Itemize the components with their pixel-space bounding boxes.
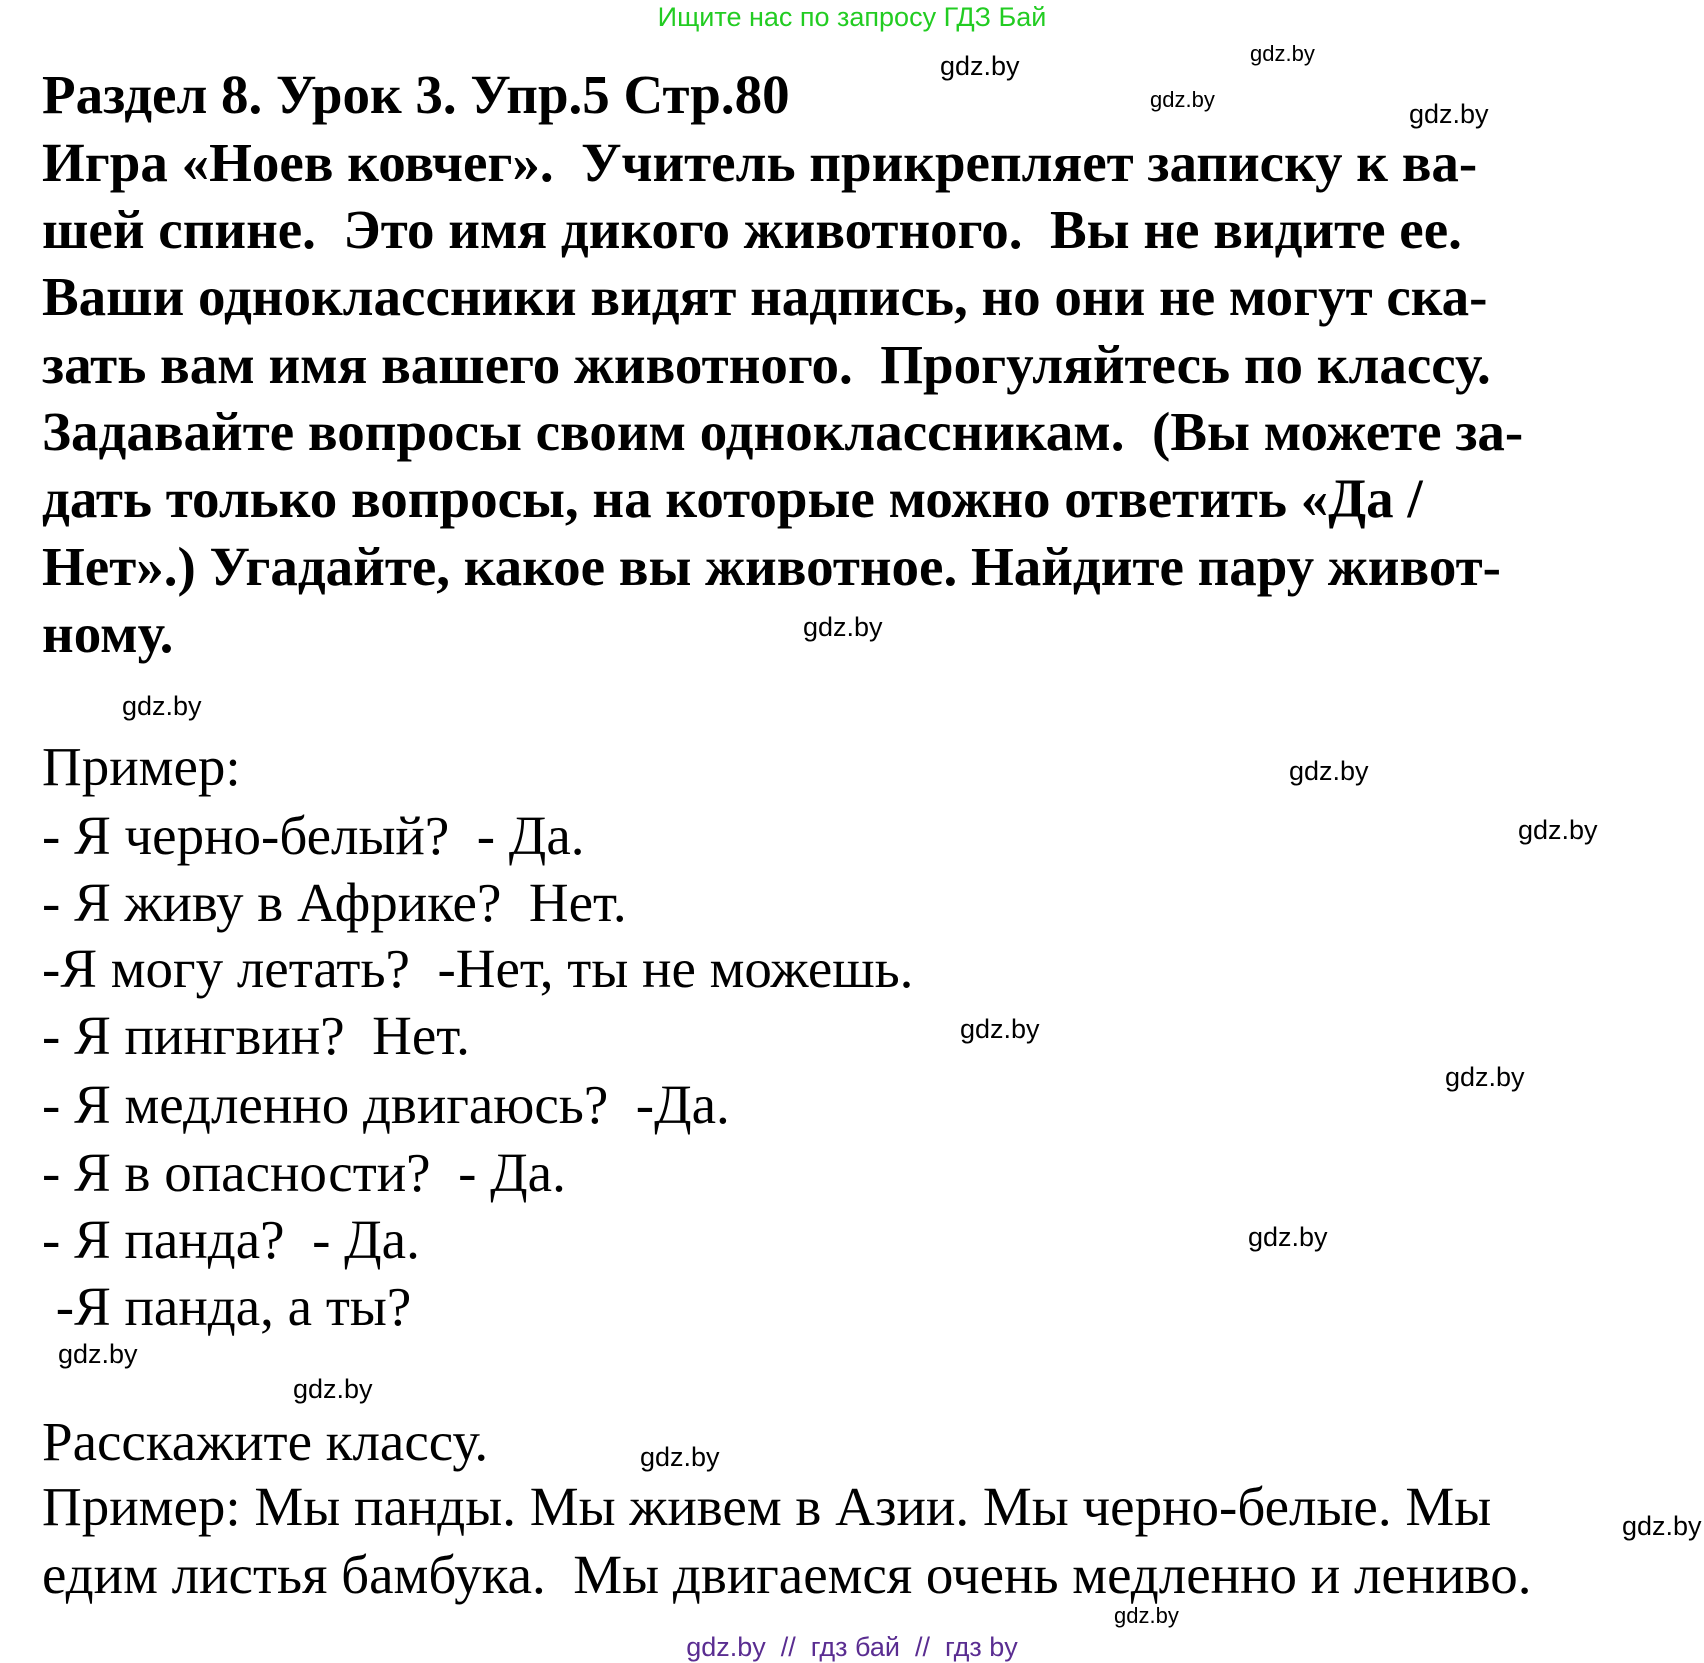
task-line: зать вам имя вашего животного. Прогуляйтесь по классу. [42,334,1491,395]
page-title: Раздел 8. Урок 3. Упр.5 Стр.80 [42,64,790,125]
watermark: gdz.by [803,612,883,642]
watermark: gdz.by [1150,87,1215,112]
watermark: gdz.by [1250,41,1315,66]
task-line: Нет».) Угадайте, какое вы животное. Найдите пару живот- [42,536,1501,597]
tell-line: едим листья бамбука. Мы двигаемся очень медленно и лениво. [42,1544,1532,1605]
watermark: gdz.by [940,51,1020,81]
watermark: gdz.by [58,1339,138,1369]
watermark: gdz.by [640,1442,720,1472]
watermark: gdz.by [293,1374,373,1404]
example-line: -Я могу летать? -Нет, ты не можешь. [42,938,914,999]
example-line: - Я в опасности? - Да. [42,1142,566,1203]
watermark: gdz.by [122,691,202,721]
example-line: - Я пингвин? Нет. [42,1005,470,1066]
example-line: - Я панда? - Да. [42,1209,420,1270]
task-line: Игра «Ноев ковчег». Учитель прикрепляет записку к ва- [42,132,1478,193]
watermark: gdz.by [1445,1062,1525,1092]
task-line: Задавайте вопросы своим одноклассникам. (Вы можете за- [42,401,1524,462]
watermark: gdz.by [1114,1603,1179,1628]
task-line: дать только вопросы, на которые можно ответить «Да / [42,468,1423,529]
task-line: Ваши одноклассники видят надпись, но они не могут ска- [42,266,1488,327]
example-line: - Я медленно двигаюсь? -Да. [42,1074,730,1135]
watermark: gdz.by [960,1014,1040,1044]
example-line: - Я черно-белый? - Да. [42,805,585,866]
search-banner: Ищите нас по запросу ГДЗ Бай [657,2,1047,32]
example-line: - Я живу в Африке? Нет. [42,872,627,933]
task-line: ному. [42,603,174,664]
watermark: gdz.by [1409,99,1489,129]
watermark: gdz.by [1289,756,1369,786]
tell-line: Пример: Мы панды. Мы живем в Азии. Мы черно-белые. Мы [42,1476,1492,1537]
watermark: gdz.by [1248,1222,1328,1252]
footer-links: gdz.by // гдз бай // гдз by [686,1632,1018,1662]
example-line: -Я панда, а ты? [42,1276,412,1337]
watermark: gdz.by [1518,815,1598,845]
tell-line: Расскажите классу. [42,1411,489,1472]
example-line: Пример: [42,736,241,797]
watermark: gdz.by [1622,1511,1702,1541]
task-line: шей спине. Это имя дикого животного. Вы не видите ее. [42,199,1462,260]
